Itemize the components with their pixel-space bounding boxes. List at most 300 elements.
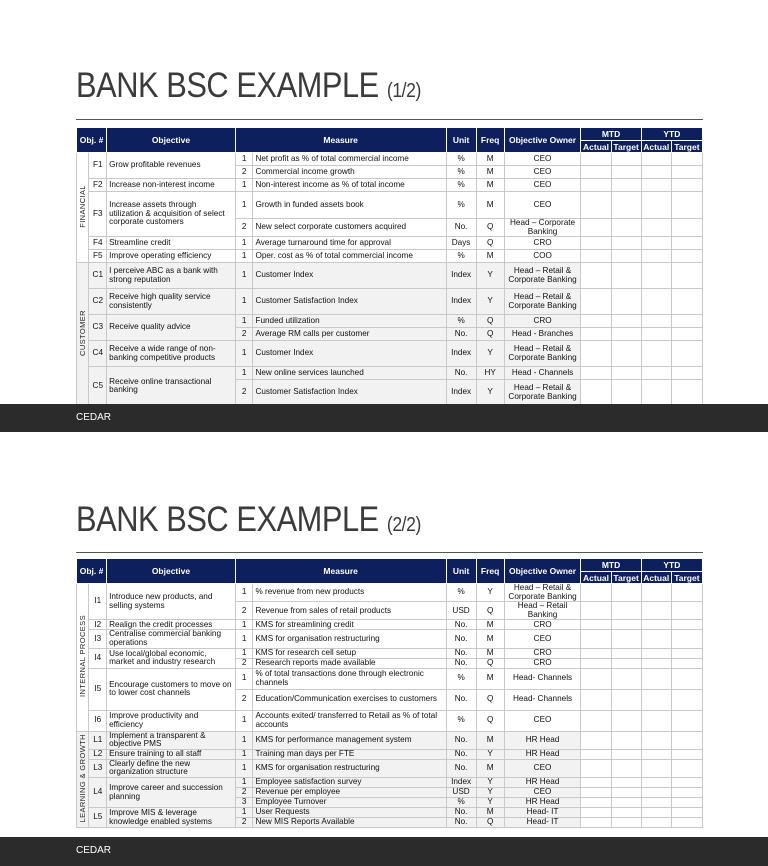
ytd-actual-cell[interactable]: [641, 341, 671, 367]
measure-freq: M: [476, 166, 504, 179]
measure-text: Commercial income growth: [253, 166, 446, 179]
mtd-actual-cell[interactable]: [581, 759, 611, 777]
objective-id: L1: [89, 731, 107, 749]
objective-text: Encourage customers to move on to lower cost channels: [107, 668, 236, 710]
ytd-actual-cell[interactable]: [641, 759, 671, 777]
ytd-target-cell[interactable]: [671, 166, 702, 179]
mtd-actual-cell[interactable]: [581, 237, 611, 250]
ytd-target-cell[interactable]: [671, 749, 702, 759]
measure-freq: Q: [476, 818, 504, 828]
ytd-target-cell[interactable]: [671, 620, 702, 630]
measure-number: 2: [235, 219, 253, 237]
ytd-actual-cell[interactable]: [641, 808, 671, 818]
ytd-actual-cell[interactable]: [641, 263, 671, 289]
slide-title: BANK BSC EXAMPLE (1/2): [76, 66, 421, 105]
measure-owner: CEO: [504, 153, 581, 166]
measure-number: 1: [235, 367, 253, 380]
objective-id: L5: [89, 808, 107, 828]
ytd-target-cell[interactable]: [671, 341, 702, 367]
ytd-actual-cell[interactable]: [641, 689, 671, 710]
ytd-actual-cell[interactable]: [641, 731, 671, 749]
measure-unit: No.: [446, 759, 476, 777]
mtd-target-cell[interactable]: [611, 263, 641, 289]
footer-brand: CEDAR: [76, 845, 112, 856]
measure-text: Revenue per employee: [253, 788, 446, 798]
col-header-ytd-target: Target: [671, 141, 702, 153]
mtd-actual-cell[interactable]: [581, 749, 611, 759]
mtd-actual-cell[interactable]: [581, 584, 611, 602]
measure-freq: M: [476, 759, 504, 777]
col-header-mtd: MTD: [581, 559, 641, 572]
mtd-target-cell[interactable]: [611, 798, 641, 808]
measure-owner: Head – Retail & Corporate Banking: [504, 380, 581, 406]
ytd-target-cell[interactable]: [671, 289, 702, 315]
measure-unit: No.: [446, 630, 476, 648]
footer-bar: [0, 837, 768, 866]
measure-freq: M: [476, 808, 504, 818]
mtd-actual-cell[interactable]: [581, 710, 611, 731]
objective-text: Receive quality advice: [107, 315, 236, 341]
ytd-target-cell[interactable]: [671, 380, 702, 406]
ytd-target-cell[interactable]: [671, 689, 702, 710]
measure-freq: Y: [476, 380, 504, 406]
measure-owner: Head – Retail Banking: [504, 602, 581, 620]
table-row: [77, 315, 703, 328]
ytd-target-cell[interactable]: [671, 328, 702, 341]
mtd-actual-cell[interactable]: [581, 192, 611, 219]
measure-text: Customer Index: [253, 263, 446, 289]
measure-number: 2: [235, 166, 253, 179]
measure-text: Employee Turnover: [253, 798, 446, 808]
measure-number: 1: [235, 584, 253, 602]
table-row: [77, 668, 703, 689]
ytd-actual-cell[interactable]: [641, 219, 671, 237]
col-header-objective: Objective: [107, 128, 236, 153]
mtd-actual-cell[interactable]: [581, 818, 611, 828]
mtd-target-cell[interactable]: [611, 192, 641, 219]
measure-owner: CEO: [504, 166, 581, 179]
mtd-target-cell[interactable]: [611, 648, 641, 658]
ytd-target-cell[interactable]: [671, 648, 702, 658]
objective-text: Use local/global economic, market and industry research: [107, 648, 236, 668]
ytd-actual-cell[interactable]: [641, 179, 671, 192]
mtd-actual-cell[interactable]: [581, 620, 611, 630]
objective-text: Receive a wide range of non-banking competitive products: [107, 341, 236, 367]
measure-unit: Days: [446, 237, 476, 250]
bsc-table: [76, 558, 703, 828]
mtd-target-cell[interactable]: [611, 315, 641, 328]
measure-number: 1: [235, 749, 253, 759]
col-header-measure: Measure: [235, 128, 446, 153]
measure-number: 2: [235, 328, 253, 341]
ytd-actual-cell[interactable]: [641, 328, 671, 341]
mtd-actual-cell[interactable]: [581, 263, 611, 289]
ytd-target-cell[interactable]: [671, 263, 702, 289]
mtd-actual-cell[interactable]: [581, 341, 611, 367]
measure-number: 1: [235, 289, 253, 315]
measure-number: 1: [235, 668, 253, 689]
mtd-actual-cell[interactable]: [581, 153, 611, 166]
mtd-actual-cell[interactable]: [581, 315, 611, 328]
ytd-target-cell[interactable]: [671, 179, 702, 192]
ytd-actual-cell[interactable]: [641, 798, 671, 808]
col-header-owner: Objective Owner: [504, 559, 581, 584]
table-row: [77, 250, 703, 263]
mtd-target-cell[interactable]: [611, 328, 641, 341]
objective-id: I1: [89, 584, 107, 620]
measure-number: 1: [235, 731, 253, 749]
ytd-actual-cell[interactable]: [641, 602, 671, 620]
table-row: [77, 179, 703, 192]
measure-freq: M: [476, 620, 504, 630]
mtd-actual-cell[interactable]: [581, 648, 611, 658]
measure-number: 1: [235, 250, 253, 263]
ytd-target-cell[interactable]: [671, 798, 702, 808]
measure-unit: %: [446, 710, 476, 731]
measure-unit: No.: [446, 648, 476, 658]
mtd-target-cell[interactable]: [611, 250, 641, 263]
measure-unit: No.: [446, 328, 476, 341]
mtd-target-cell[interactable]: [611, 630, 641, 648]
mtd-target-cell[interactable]: [611, 778, 641, 788]
measure-freq: Y: [476, 584, 504, 602]
table-row: [77, 778, 703, 788]
measure-owner: Head- Channels: [504, 689, 581, 710]
measure-unit: %: [446, 166, 476, 179]
perspective-label: FINANCIAL: [77, 153, 89, 263]
ytd-actual-cell[interactable]: [641, 630, 671, 648]
table-row: [77, 808, 703, 818]
measure-text: New select corporate customers acquired: [253, 219, 446, 237]
mtd-actual-cell[interactable]: [581, 179, 611, 192]
measure-owner: HR Head: [504, 731, 581, 749]
mtd-target-cell[interactable]: [611, 749, 641, 759]
col-header-freq: Freq: [476, 559, 504, 584]
ytd-target-cell[interactable]: [671, 630, 702, 648]
mtd-target-cell[interactable]: [611, 658, 641, 668]
measure-owner: CEO: [504, 192, 581, 219]
table-row: [77, 749, 703, 759]
measure-number: 2: [235, 658, 253, 668]
objective-text: Increase assets through utilization & acquisition of select corporate customers: [107, 192, 236, 237]
measure-text: Funded utilization: [253, 315, 446, 328]
measure-unit: %: [446, 315, 476, 328]
measure-owner: HR Head: [504, 749, 581, 759]
mtd-target-cell[interactable]: [611, 367, 641, 380]
measure-unit: Index: [446, 263, 476, 289]
mtd-target-cell[interactable]: [611, 179, 641, 192]
measure-owner: CEO: [504, 630, 581, 648]
ytd-actual-cell[interactable]: [641, 250, 671, 263]
measure-unit: %: [446, 668, 476, 689]
table-row: [77, 289, 703, 315]
mtd-target-cell[interactable]: [611, 620, 641, 630]
measure-text: New MIS Reports Available: [253, 818, 446, 828]
mtd-actual-cell[interactable]: [581, 630, 611, 648]
objective-id: I6: [89, 710, 107, 731]
mtd-target-cell[interactable]: [611, 808, 641, 818]
objective-id: F3: [89, 192, 107, 237]
mtd-target-cell[interactable]: [611, 341, 641, 367]
objective-text: I perceive ABC as a bank with strong reputation: [107, 263, 236, 289]
ytd-target-cell[interactable]: [671, 788, 702, 798]
ytd-actual-cell[interactable]: [641, 315, 671, 328]
table-row: [77, 584, 703, 602]
table-row: [77, 263, 703, 289]
measure-text: Net profit as % of total commercial income: [253, 153, 446, 166]
measure-text: KMS for streamlining credit: [253, 620, 446, 630]
slide-title: BANK BSC EXAMPLE (2/2): [76, 500, 421, 539]
ytd-target-cell[interactable]: [671, 367, 702, 380]
ytd-actual-cell[interactable]: [641, 818, 671, 828]
objective-id: C2: [89, 289, 107, 315]
ytd-target-cell[interactable]: [671, 153, 702, 166]
ytd-actual-cell[interactable]: [641, 289, 671, 315]
mtd-target-cell[interactable]: [611, 818, 641, 828]
mtd-target-cell[interactable]: [611, 237, 641, 250]
ytd-target-cell[interactable]: [671, 731, 702, 749]
ytd-target-cell[interactable]: [671, 668, 702, 689]
mtd-actual-cell[interactable]: [581, 788, 611, 798]
measure-freq: Y: [476, 341, 504, 367]
col-header-measure: Measure: [235, 559, 446, 584]
measure-freq: M: [476, 153, 504, 166]
mtd-actual-cell[interactable]: [581, 289, 611, 315]
objective-id: L3: [89, 759, 107, 777]
objective-id: C1: [89, 263, 107, 289]
measure-owner: HR Head: [504, 778, 581, 788]
measure-freq: Y: [476, 289, 504, 315]
mtd-actual-cell[interactable]: [581, 328, 611, 341]
table-row: [77, 237, 703, 250]
mtd-actual-cell[interactable]: [581, 367, 611, 380]
measure-number: 1: [235, 192, 253, 219]
mtd-actual-cell[interactable]: [581, 219, 611, 237]
ytd-actual-cell[interactable]: [641, 192, 671, 219]
mtd-actual-cell[interactable]: [581, 778, 611, 788]
col-header-mtd-target: Target: [611, 572, 641, 584]
measure-freq: Q: [476, 710, 504, 731]
measure-text: Growth in funded assets book: [253, 192, 446, 219]
ytd-actual-cell[interactable]: [641, 620, 671, 630]
mtd-target-cell[interactable]: [611, 668, 641, 689]
col-header-ytd-actual: Actual: [641, 572, 671, 584]
ytd-actual-cell[interactable]: [641, 380, 671, 406]
measure-owner: Head – Retail & Corporate Banking: [504, 341, 581, 367]
ytd-actual-cell[interactable]: [641, 237, 671, 250]
ytd-actual-cell[interactable]: [641, 648, 671, 658]
objective-text: Receive online transactional banking: [107, 367, 236, 406]
measure-text: KMS for research cell setup: [253, 648, 446, 658]
measure-number: 2: [235, 380, 253, 406]
mtd-target-cell[interactable]: [611, 602, 641, 620]
ytd-target-cell[interactable]: [671, 192, 702, 219]
col-header-obj-no: Obj. #: [77, 559, 107, 584]
mtd-actual-cell[interactable]: [581, 798, 611, 808]
objective-id: F1: [89, 153, 107, 179]
measure-owner: CRO: [504, 315, 581, 328]
mtd-actual-cell[interactable]: [581, 380, 611, 406]
mtd-target-cell[interactable]: [611, 289, 641, 315]
ytd-actual-cell[interactable]: [641, 367, 671, 380]
measure-owner: HR Head: [504, 798, 581, 808]
measure-text: Education/Communication exercises to customers: [253, 689, 446, 710]
mtd-actual-cell[interactable]: [581, 808, 611, 818]
measure-owner: CRO: [504, 620, 581, 630]
mtd-target-cell[interactable]: [611, 731, 641, 749]
measure-freq: M: [476, 648, 504, 658]
objective-text: Increase non-interest income: [107, 179, 236, 192]
mtd-actual-cell[interactable]: [581, 166, 611, 179]
objective-id: L4: [89, 778, 107, 808]
mtd-actual-cell[interactable]: [581, 602, 611, 620]
measure-owner: COO: [504, 250, 581, 263]
measure-number: 1: [235, 630, 253, 648]
measure-owner: Head – Retail & Corporate Banking: [504, 584, 581, 602]
mtd-target-cell[interactable]: [611, 153, 641, 166]
footer-bar: [0, 404, 768, 432]
measure-number: 1: [235, 620, 253, 630]
ytd-actual-cell[interactable]: [641, 166, 671, 179]
title-rule: [76, 119, 703, 120]
ytd-target-cell[interactable]: [671, 315, 702, 328]
mtd-target-cell[interactable]: [611, 380, 641, 406]
table-row: [77, 710, 703, 731]
mtd-actual-cell[interactable]: [581, 731, 611, 749]
mtd-actual-cell[interactable]: [581, 689, 611, 710]
measure-freq: Y: [476, 749, 504, 759]
bsc-table: [76, 127, 703, 406]
ytd-target-cell[interactable]: [671, 808, 702, 818]
mtd-target-cell[interactable]: [611, 710, 641, 731]
ytd-actual-cell[interactable]: [641, 749, 671, 759]
measure-text: Average turnaround time for approval: [253, 237, 446, 250]
measure-number: 1: [235, 237, 253, 250]
objective-id: I2: [89, 620, 107, 630]
ytd-target-cell[interactable]: [671, 658, 702, 668]
ytd-actual-cell[interactable]: [641, 153, 671, 166]
mtd-target-cell[interactable]: [611, 219, 641, 237]
objective-id: C4: [89, 341, 107, 367]
measure-freq: Q: [476, 219, 504, 237]
measure-unit: No.: [446, 808, 476, 818]
ytd-actual-cell[interactable]: [641, 788, 671, 798]
measure-owner: CRO: [504, 237, 581, 250]
measure-freq: M: [476, 630, 504, 648]
objective-text: Realign the credit processes: [107, 620, 236, 630]
measure-number: 1: [235, 778, 253, 788]
objective-id: F2: [89, 179, 107, 192]
table-row: [77, 192, 703, 219]
measure-freq: M: [476, 731, 504, 749]
col-header-mtd: MTD: [581, 128, 641, 141]
measure-freq: Y: [476, 798, 504, 808]
ytd-target-cell[interactable]: [671, 710, 702, 731]
measure-unit: %: [446, 179, 476, 192]
objective-id: I5: [89, 668, 107, 710]
objective-text: Receive high quality service consistently: [107, 289, 236, 315]
measure-freq: Q: [476, 237, 504, 250]
measure-unit: No.: [446, 219, 476, 237]
measure-freq: Q: [476, 689, 504, 710]
mtd-target-cell[interactable]: [611, 166, 641, 179]
measure-number: 3: [235, 798, 253, 808]
measure-unit: %: [446, 192, 476, 219]
ytd-target-cell[interactable]: [671, 219, 702, 237]
mtd-actual-cell[interactable]: [581, 668, 611, 689]
measure-number: 1: [235, 710, 253, 731]
measure-text: Customer Index: [253, 341, 446, 367]
measure-unit: No.: [446, 731, 476, 749]
ytd-actual-cell[interactable]: [641, 710, 671, 731]
measure-owner: CEO: [504, 759, 581, 777]
objective-text: Clearly define the new organization structure: [107, 759, 236, 777]
measure-freq: Q: [476, 328, 504, 341]
mtd-target-cell[interactable]: [611, 759, 641, 777]
ytd-target-cell[interactable]: [671, 250, 702, 263]
objective-text: Introduce new products, and selling systems: [107, 584, 236, 620]
slide-1: [0, 0, 768, 432]
ytd-target-cell[interactable]: [671, 584, 702, 602]
objective-id: I4: [89, 648, 107, 668]
measure-text: Research reports made available: [253, 658, 446, 668]
measure-number: 2: [235, 788, 253, 798]
mtd-actual-cell[interactable]: [581, 658, 611, 668]
ytd-target-cell[interactable]: [671, 602, 702, 620]
measure-unit: %: [446, 798, 476, 808]
measure-owner: CRO: [504, 658, 581, 668]
col-header-freq: Freq: [476, 128, 504, 153]
measure-number: 1: [235, 648, 253, 658]
measure-freq: Y: [476, 788, 504, 798]
mtd-actual-cell[interactable]: [581, 250, 611, 263]
measure-text: Average RM calls per customer: [253, 328, 446, 341]
measure-unit: USD: [446, 602, 476, 620]
ytd-target-cell[interactable]: [671, 237, 702, 250]
mtd-target-cell[interactable]: [611, 584, 641, 602]
ytd-actual-cell[interactable]: [641, 668, 671, 689]
measure-text: KMS for organisation restructuring: [253, 759, 446, 777]
objective-text: Improve operating efficiency: [107, 250, 236, 263]
objective-text: Grow profitable revenues: [107, 153, 236, 179]
measure-unit: No.: [446, 658, 476, 668]
table-row: [77, 341, 703, 367]
ytd-target-cell[interactable]: [671, 818, 702, 828]
ytd-target-cell[interactable]: [671, 759, 702, 777]
measure-owner: CEO: [504, 710, 581, 731]
ytd-actual-cell[interactable]: [641, 778, 671, 788]
measure-number: 2: [235, 689, 253, 710]
ytd-actual-cell[interactable]: [641, 658, 671, 668]
perspective-label: INTERNAL PROCESS: [77, 584, 89, 732]
col-header-mtd-actual: Actual: [581, 572, 611, 584]
ytd-actual-cell[interactable]: [641, 584, 671, 602]
measure-text: New online services launched: [253, 367, 446, 380]
mtd-target-cell[interactable]: [611, 788, 641, 798]
measure-owner: Head – Retail & Corporate Banking: [504, 289, 581, 315]
objective-id: C3: [89, 315, 107, 341]
ytd-target-cell[interactable]: [671, 778, 702, 788]
objective-text: Centralise commercial banking operations: [107, 630, 236, 648]
footer-brand: CEDAR: [76, 412, 112, 423]
measure-freq: Y: [476, 263, 504, 289]
table-row: [77, 153, 703, 166]
mtd-target-cell[interactable]: [611, 689, 641, 710]
measure-freq: Q: [476, 315, 504, 328]
slide-2: [0, 432, 768, 866]
col-header-ytd: YTD: [641, 559, 702, 572]
table-row: [77, 759, 703, 777]
